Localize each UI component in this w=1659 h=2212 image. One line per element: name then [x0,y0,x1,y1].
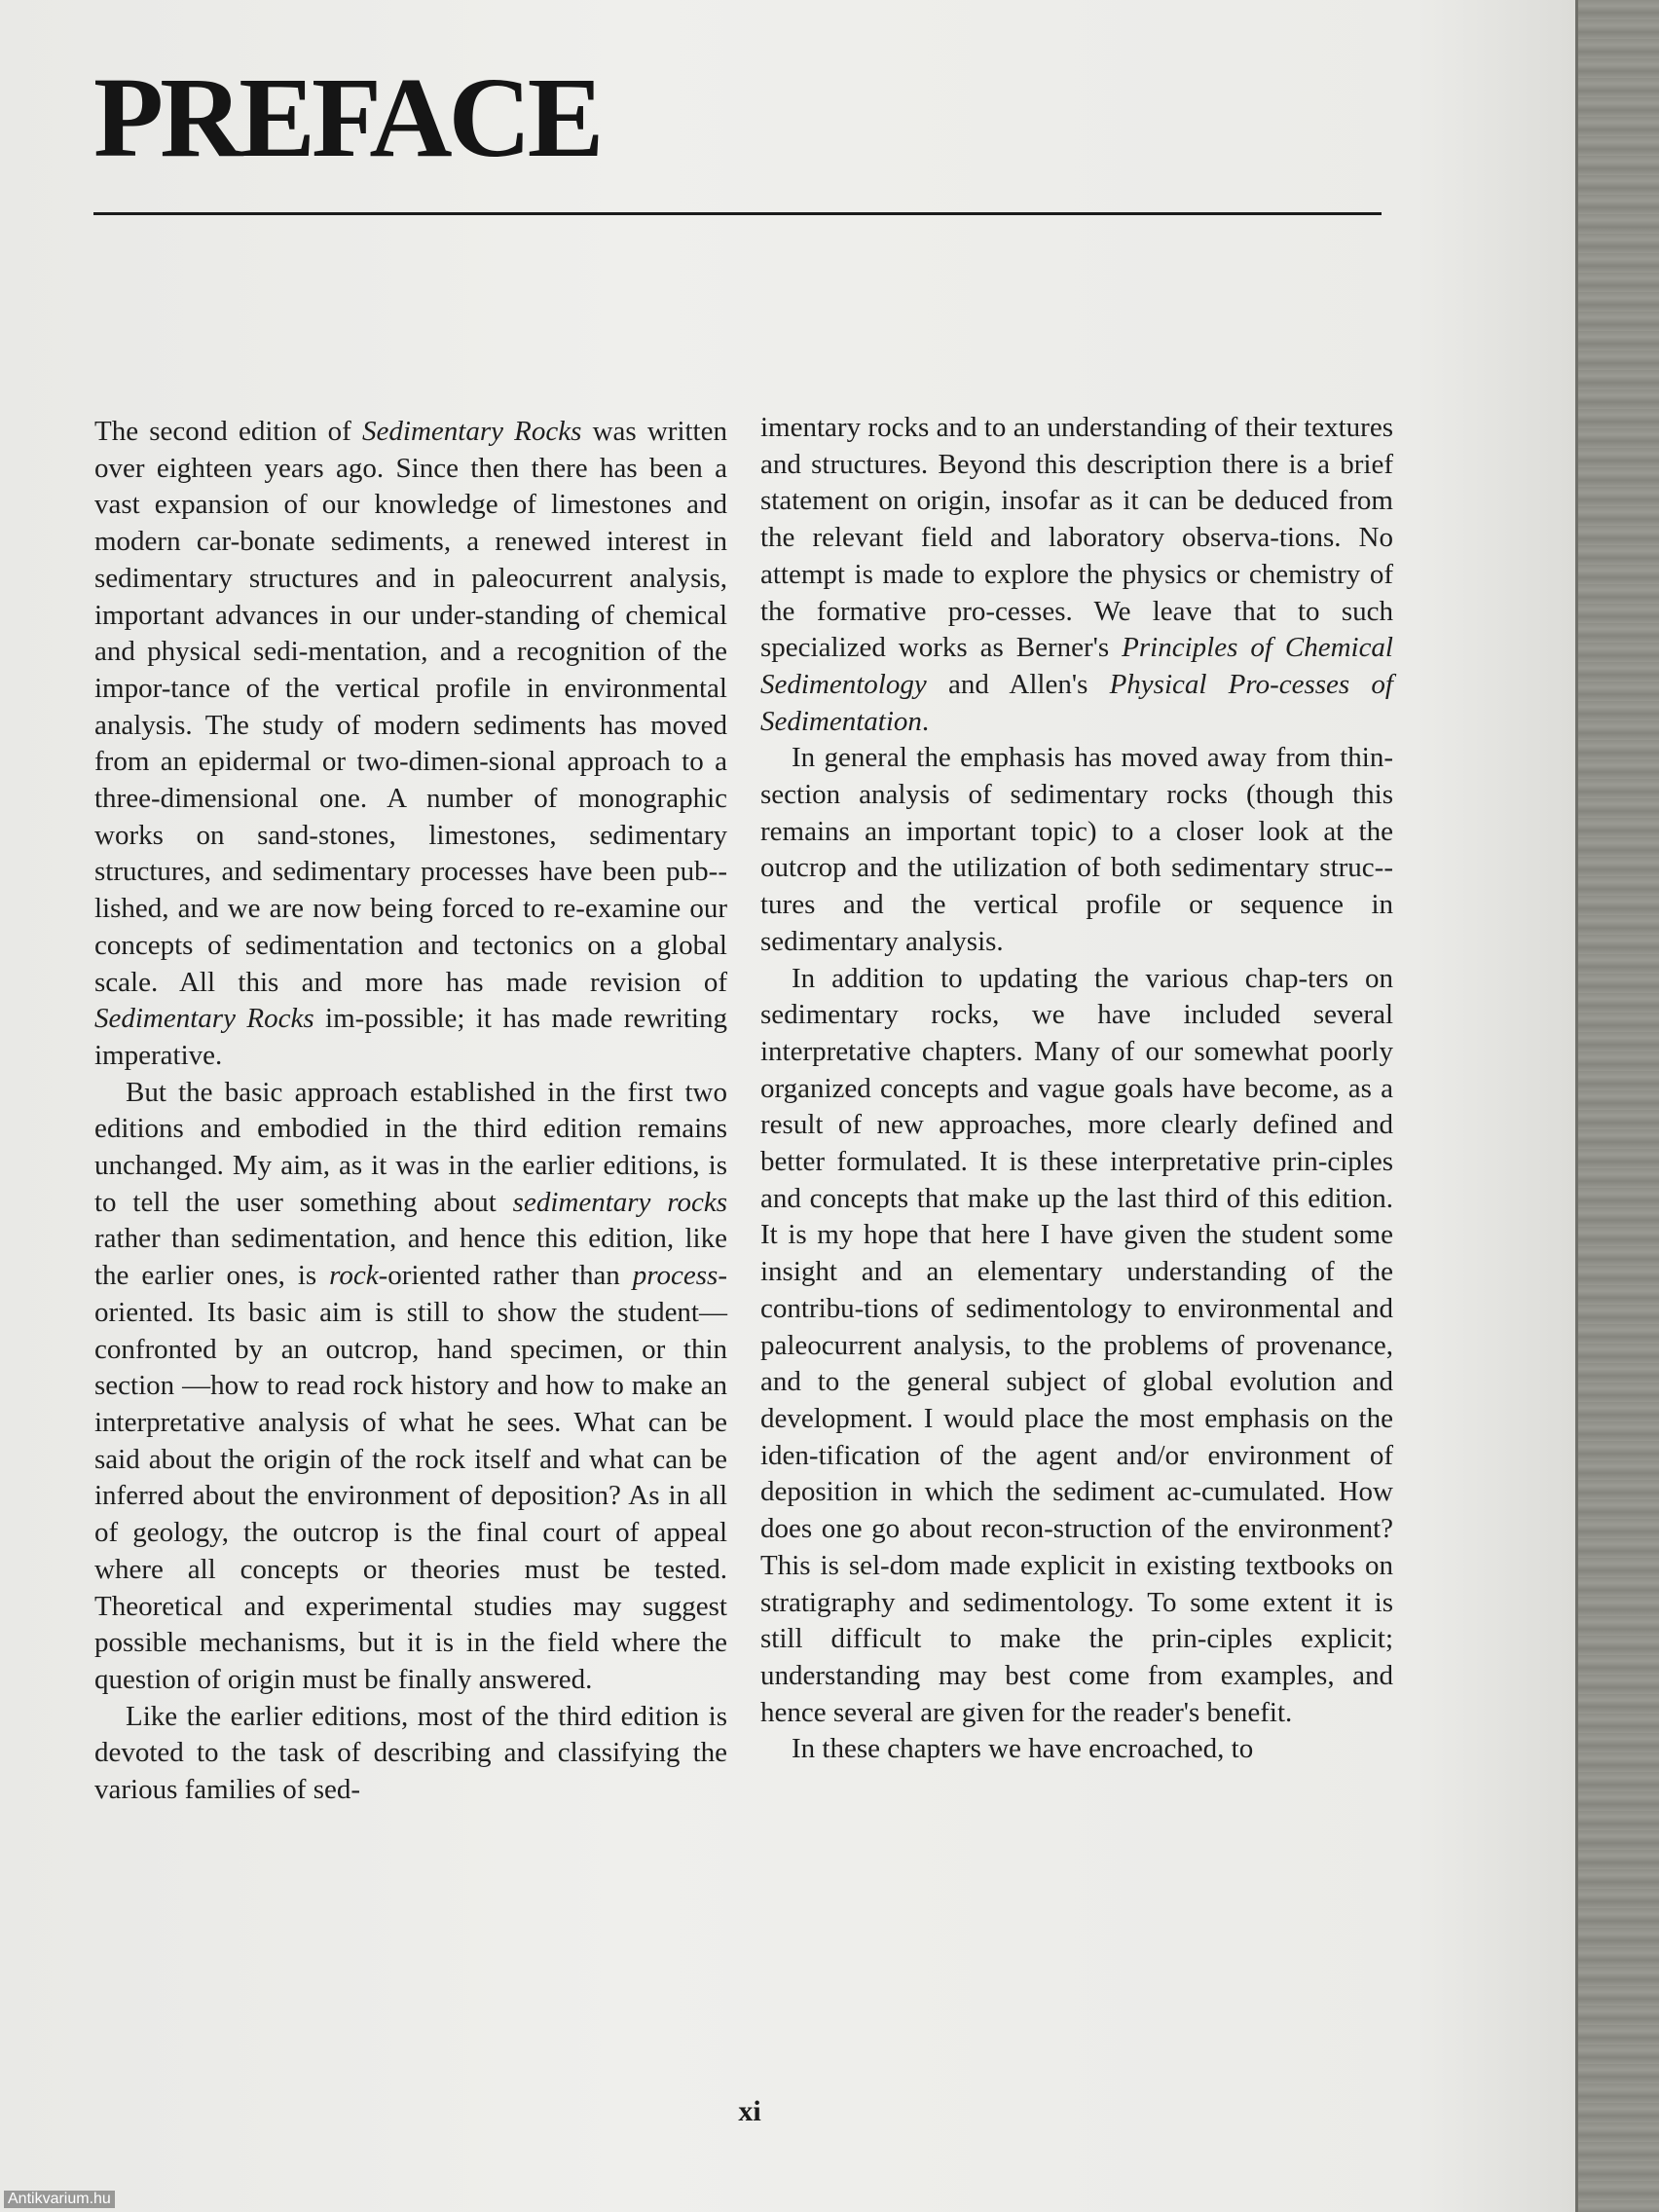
paragraph: Like the earlier editions, most of the third edition is devoted to the task of describing and classifying the various families of sed- [94,1700,727,1806]
left-column [94,414,727,1809]
italic-title: process [632,1260,719,1292]
title-rule [93,212,1382,215]
italic-title: Sedimentary Rocks [94,1003,314,1035]
paragraph: imentary rocks and to an understanding of their textures and structures. Beyond this description there is a brief statement on origin, insofar as it can be deduced from the relevant field and laboratory observa-tions. No attempt is made to explore the physics or chemistry of the formative pro-cesses. We leave that to such specialized works as Berner's Principles of Chemical Sedimentology and Allen's Physical Pro-cesses of Sedimentation. [760,412,1393,737]
book-spine-edge [1575,0,1659,2212]
watermark-label: Antikvarium.hu [4,2191,115,2208]
italic-title: Physical Pro-cesses of Sedimentation [760,668,1393,737]
page-number: xi [738,2095,761,2127]
paragraph: But the basic approach established in the first two editions and embodied in the third edition remains unchanged. My aim, as it was in the earlier editions, is to tell the user something about sedimentary rocks rather than sedimentation, and hence this edition, like the earlier ones, is rock-oriented rather than process-oriented. Its basic aim is still to show the student—confronted by an outcrop, hand specimen, or thin section —how to read rock history and how to make an interpretative analysis of what he sees. What can be said about the origin of the rock itself and what can be inferred about the environment of deposition? As in all of geology, the outcrop is the final court of appeal where all concepts or theories must be tested. Theoretical and experimental studies may suggest possible mechanisms, but it is in the field where the question of origin must be finally answered. [94,1076,727,1695]
italic-title: Principles of Chemical Sedimentology [760,632,1393,700]
italic-title: rock [329,1260,379,1292]
paragraph: The second edition of Sedimentary Rocks was written over eighteen years ago. Since then there has been a vast expansion of our knowledge of limestones and modern car-bonate sediments, a renewed interest in sedimentary structures and in paleocurrent analysis, important advances in our under-standing of chemical and physical sedi-mentation, and a recognition of the impor-tance of the vertical profile in environmental analysis. The study of modern sediments has moved from an epidermal or two-dimen-sional approach to a three-dimensional one. A number of monographic works on sand-stones, limestones, sedimentary structures, and sedimentary processes have been pub-lished, and we are now being forced to re-examine our concepts of sedimentation and tectonics on a global scale. All this and more has made revision of Sedimentary Rocks im-possible; it has made rewriting imperative. [94,416,727,1071]
page-title: PREFACE [93,54,601,181]
italic-title: Sedimentary Rocks [362,416,582,447]
paragraph: In addition to updating the various chap-ters on sedimentary rocks, we have included several interpretative chapters. Many of our somewhat poorly organized concepts and vague goals have become, as a result of new approaches, more clearly defined and better formulated. It is these interpretative prin-ciples and concepts that make up the last third of this edition. It is my hope that here I have given the student some insight and an elementary understanding of the contribu-tions of sedimentology to environmental and paleocurrent analysis, to the problems of provenance, and to the general subject of global evolution and development. I would place the most emphasis on the iden-tification of the agent and/or environment of deposition in which the sediment ac-cumulated. How does one go about recon-struction of the environment? This is sel-dom made explicit in existing textbooks on stratigraphy and sedimentology. To some extent it is still difficult to make the prin-ciples explicit; understanding may best come from examples, and hence several are given for the reader's benefit. [760,962,1393,1728]
italic-title: sedimentary rocks [512,1186,727,1218]
right-column [760,410,1393,1768]
paragraph: In general the emphasis has moved away from thin-section analysis of sedimentary rocks (though this remains an important topic) to a closer look at the outcrop and the utilization of both sedimentary struc-tures and the vertical profile or sequence in sedimentary analysis. [760,742,1393,957]
paragraph: In these chapters we have encroached, to [792,1733,1254,1765]
